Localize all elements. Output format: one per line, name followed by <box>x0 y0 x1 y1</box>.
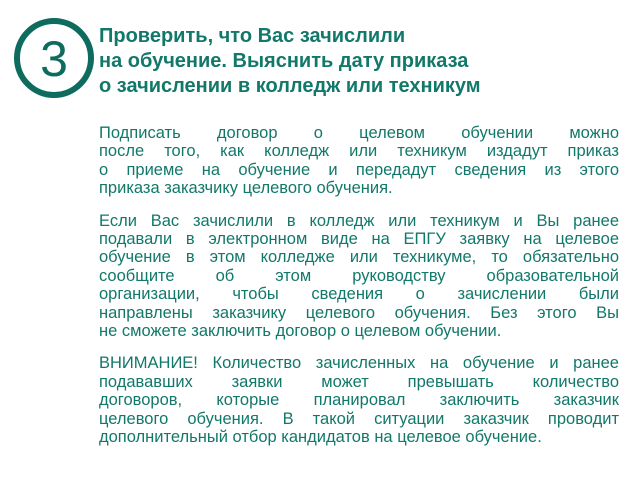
paragraph-signing <box>99 124 619 198</box>
paragraph-line: не сможете заключить договор о целевом обучении. <box>99 322 502 341</box>
paragraph-line: приказа заказчику целевого обучения. <box>99 179 393 198</box>
paragraph-line: после того, как колледж или техникум издадут приказ <box>99 142 619 161</box>
step-number: 3 <box>40 31 68 87</box>
step-heading <box>99 24 629 99</box>
heading-line: Проверить, что Вас зачислили <box>99 25 406 47</box>
heading-line: на обучение. Выяснить дату приказа <box>99 50 469 72</box>
paragraph-line: ВНИМАНИЕ! Количество зачисленных на обучение и ранее <box>99 354 619 373</box>
paragraph-line: обучение в этом колледже или техникуме, то обязательно <box>99 248 619 267</box>
paragraph-line: договоров, которые планировал заключить заказчик <box>99 391 619 410</box>
paragraph-line: организации, чтобы сведения о зачислении были <box>99 285 619 304</box>
heading-line: о зачислении в колледж или техникум <box>99 75 481 97</box>
paragraph-line: дополнительный отбор кандидатов на целевое обучение. <box>99 428 542 447</box>
paragraph-attention <box>99 354 619 446</box>
step-body <box>99 124 619 461</box>
paragraph-line: Подписать договор о целевом обучении можно <box>99 124 619 142</box>
paragraph-line: Если Вас зачислили в колледж или техникум и Вы ранее <box>99 211 619 230</box>
paragraph-line: направлены заказчику целевого обучения. Без этого Вы <box>99 303 619 322</box>
paragraph-line: сообщите об этом руководству образовательной <box>99 266 619 285</box>
paragraph-line: подававших заявки может превышать количество <box>99 372 619 391</box>
paragraph-line: целевого обучения. В такой ситуации заказчик проводит <box>99 409 619 428</box>
paragraph-line: подавали в электронном виде на ЕПГУ заявку на целевое <box>99 230 619 249</box>
paragraph-enrollment <box>99 212 619 341</box>
step-number-badge <box>14 18 94 98</box>
paragraph-line: о приеме на обучение и передадут сведения из этого <box>99 160 619 179</box>
